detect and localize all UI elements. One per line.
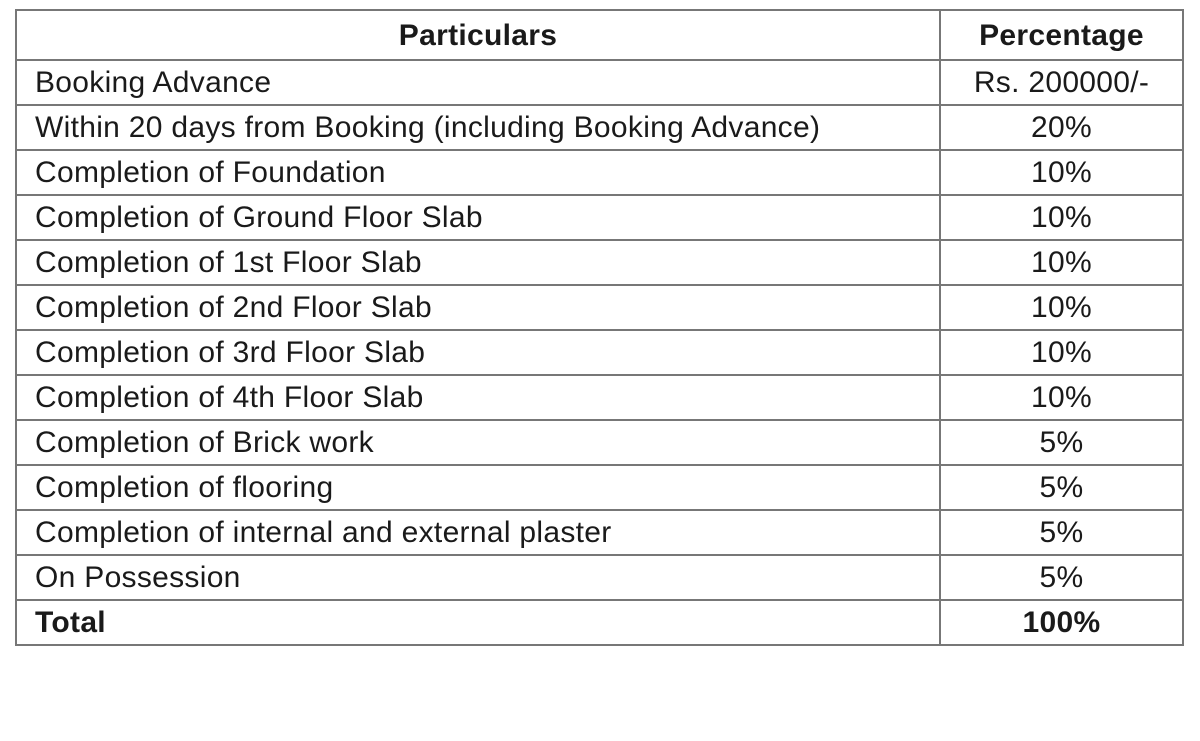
particular-cell: Completion of 3rd Floor Slab [16, 330, 940, 375]
table-row [16, 150, 1183, 195]
table-row [16, 420, 1183, 465]
column-header-particulars: Particulars [16, 10, 940, 60]
particular-cell: Completion of flooring [16, 465, 940, 510]
percentage-cell: 10% [940, 375, 1183, 420]
particular-cell: Completion of 4th Floor Slab [16, 375, 940, 420]
table-row [16, 240, 1183, 285]
particular-cell: Completion of 2nd Floor Slab [16, 285, 940, 330]
total-row [16, 600, 1183, 645]
total-label: Total [16, 600, 940, 645]
particular-cell: On Possession [16, 555, 940, 600]
payment-schedule [15, 9, 1182, 646]
percentage-cell: 5% [940, 465, 1183, 510]
table-row [16, 465, 1183, 510]
table-row [16, 285, 1183, 330]
table-row [16, 510, 1183, 555]
header-row [16, 10, 1183, 60]
particular-cell: Completion of Brick work [16, 420, 940, 465]
table-row [16, 60, 1183, 105]
percentage-cell: 10% [940, 330, 1183, 375]
percentage-cell: 10% [940, 240, 1183, 285]
particular-cell: Completion of internal and external plaster [16, 510, 940, 555]
percentage-cell: 10% [940, 150, 1183, 195]
table-row [16, 105, 1183, 150]
percentage-cell: 5% [940, 555, 1183, 600]
particular-cell: Completion of Foundation [16, 150, 940, 195]
table-row [16, 330, 1183, 375]
percentage-cell: 20% [940, 105, 1183, 150]
percentage-cell: 5% [940, 420, 1183, 465]
table-row [16, 195, 1183, 240]
table-row [16, 555, 1183, 600]
table-row [16, 375, 1183, 420]
total-percentage: 100% [940, 600, 1183, 645]
payment-schedule-table [15, 9, 1184, 646]
percentage-cell: 10% [940, 195, 1183, 240]
column-header-percentage: Percentage [940, 10, 1183, 60]
particular-cell: Within 20 days from Booking (including Booking Advance) [16, 105, 940, 150]
percentage-cell: Rs. 200000/- [940, 60, 1183, 105]
particular-cell: Completion of Ground Floor Slab [16, 195, 940, 240]
particular-cell: Completion of 1st Floor Slab [16, 240, 940, 285]
particular-cell: Booking Advance [16, 60, 940, 105]
percentage-cell: 5% [940, 510, 1183, 555]
percentage-cell: 10% [940, 285, 1183, 330]
